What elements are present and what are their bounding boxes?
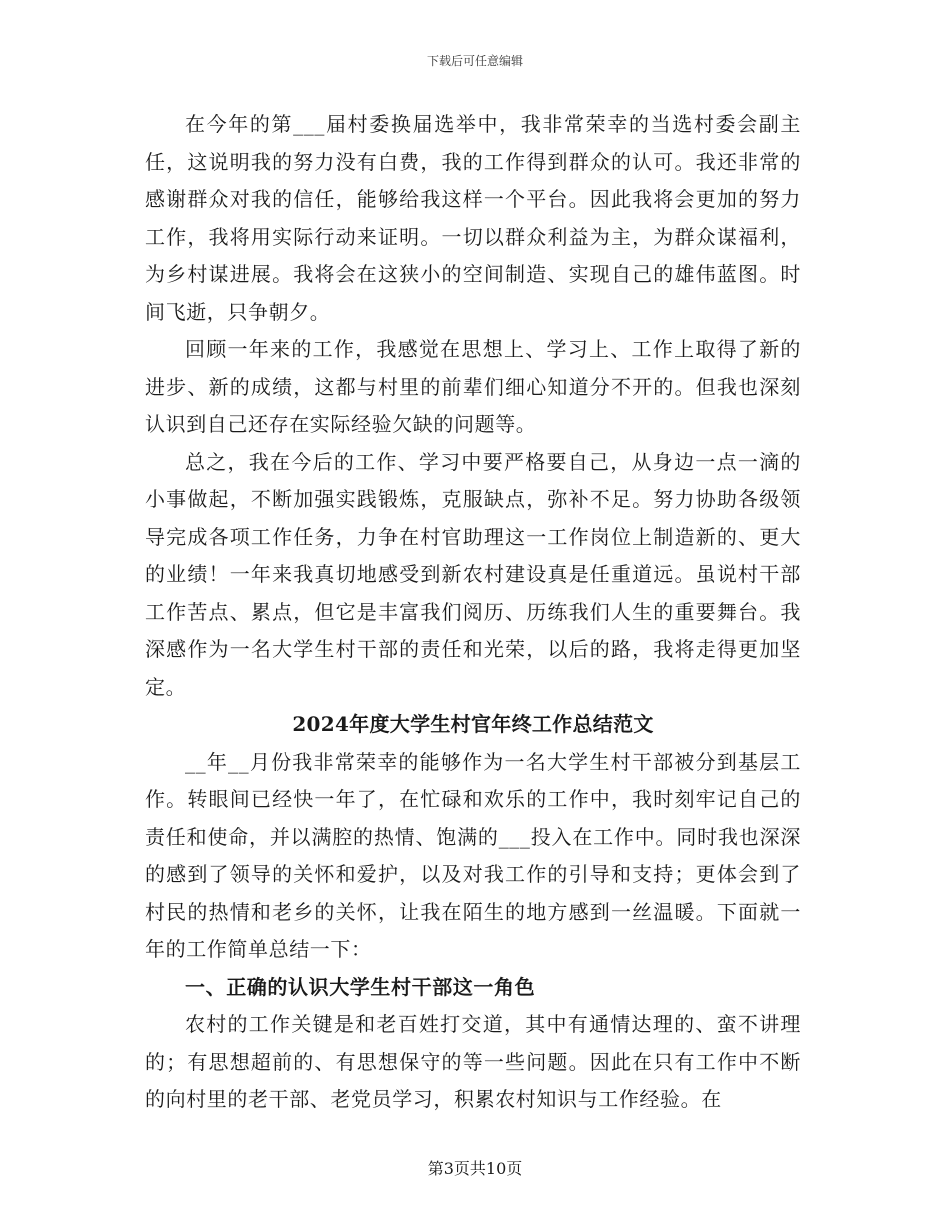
document-title: 2024年度大学生村官年终工作总结范文	[292, 712, 654, 736]
paragraph-review: 回顾一年来的工作，我感觉在思想上、学习上、工作上取得了新的进步、新的成绩，这都与村里的前辈们细心知道分不开的。但我也深刻认识到自己还存在实际经验欠缺的问题等。	[145, 337, 801, 436]
paragraph-election: 在今年的第___届村委换届选举中，我非常荣幸的当选村委会副主任，这说明我的努力没有白费，我的工作得到群众的认可。我还非常的感谢群众对我的信任，能够给我这样一个平台。因此我将会更加的努力工作，我将用实际行动来证明。一切以群众利益为主，为群众谋福利，为乡村谋进展。我将会在这狭小的空间制造、实现自己的雄伟蓝图。时间飞逝，只争朝夕。	[145, 112, 801, 324]
document-body	[145, 106, 801, 1119]
page-header-note: 下载后可任意编辑	[426, 54, 523, 68]
section-heading: 一、正确的认识大学生村干部这一角色	[185, 974, 536, 999]
paragraph-conclusion: 总之，我在今后的工作、学习中要严格要自己，从身边一点一滴的小事做起，不断加强实践锻炼，克服缺点，弥补不足。努力协助各级领导完成各项工作任务，力争在村官助理这一工作岗位上制造新的、更大的业绩！一年来我真切地感受到新农村建设真是任重道远。虽说村干部工作苦点、累点，但它是丰富我们阅历、历练我们人生的重要舞台。我深感作为一名大学生村干部的责任和光荣，以后的路，我将走得更加坚定。	[145, 449, 801, 699]
paragraph-intro: __年__月份我非常荣幸的能够作为一名大学生村干部被分到基层工作。转眼间已经快一年了，在忙碌和欢乐的工作中，我时刻牢记自己的责任和使命，并以满腔的热情、饱满的___投入在工作中。同时我也深深的感到了领导的关怀和爱护，以及对我工作的引导和支持；更体会到了村民的热情和老乡的关怀，让我在陌生的地方感到一丝温暖。下面就一年的工作简单总结一下：	[145, 749, 801, 961]
paragraph-rural-work: 农村的工作关键是和老百姓打交道，其中有通情达理的、蛮不讲理的；有思想超前的、有思想保守的等一些问题。因此在只有工作中不断的向村里的老干部、老党员学习，积累农村知识与工作经验。在	[145, 1012, 801, 1111]
page-number: 第3页共10页	[427, 1159, 523, 1178]
